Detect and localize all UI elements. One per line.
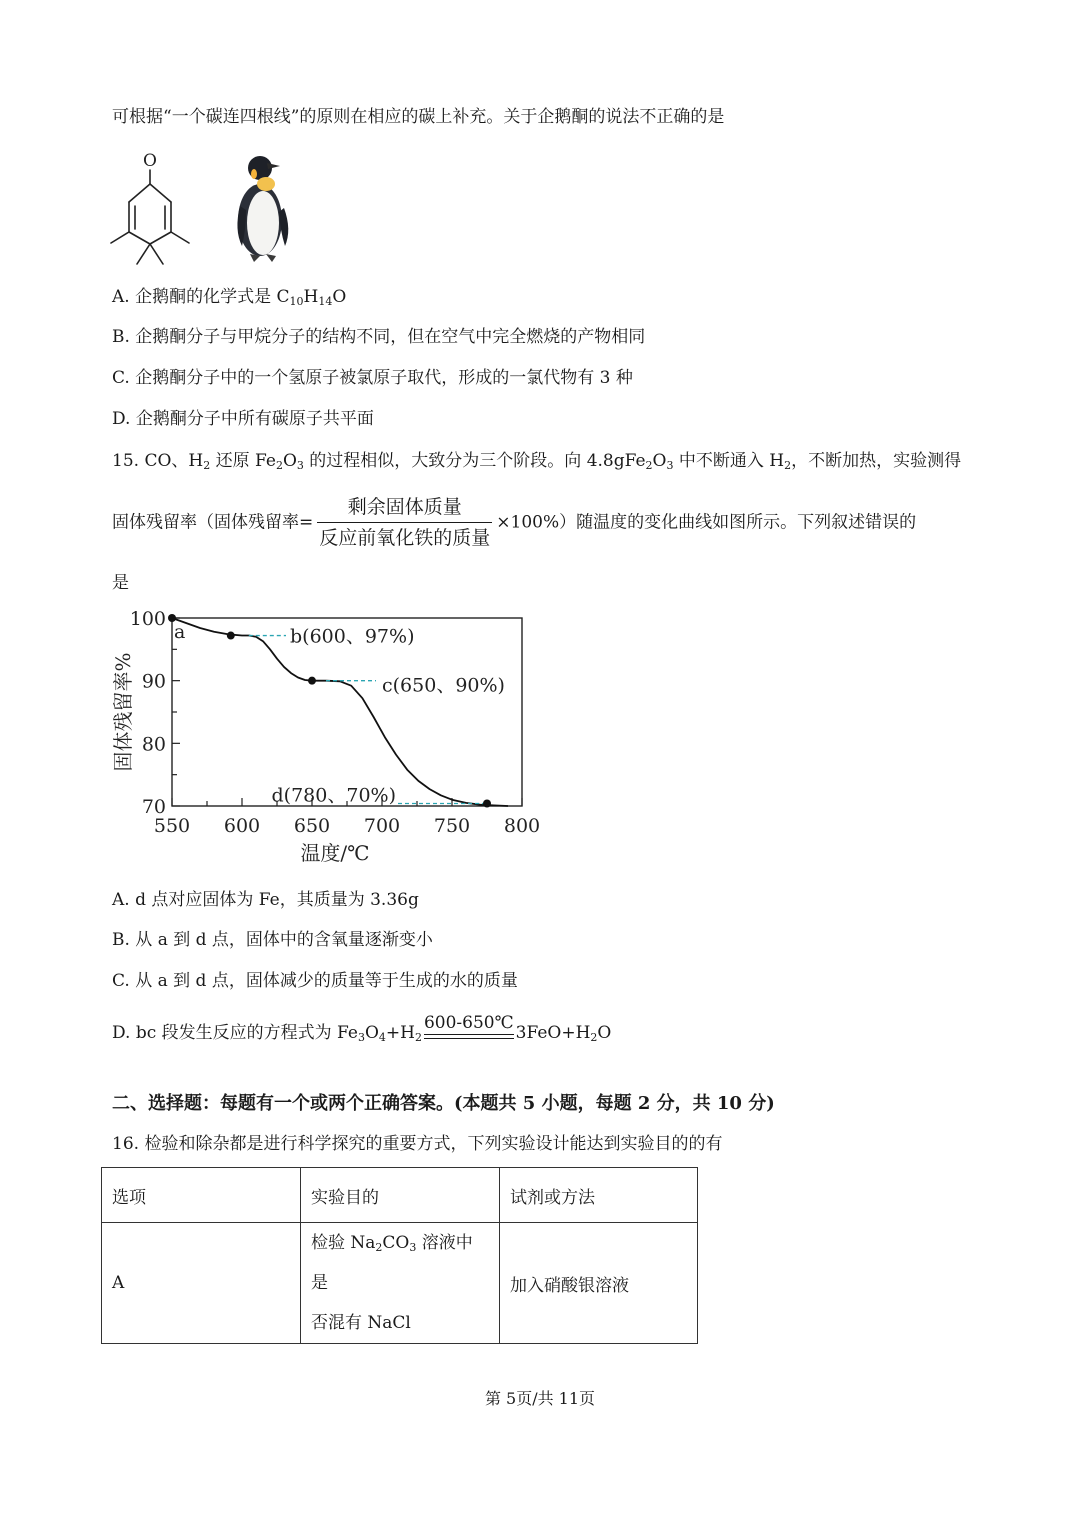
q14-option-a <box>112 286 346 308</box>
x-tick-label: 550 <box>153 815 191 837</box>
double-equals-sign <box>424 1034 514 1039</box>
table-header-cell: 试剂或方法 <box>500 1168 698 1223</box>
data-point <box>308 677 316 685</box>
text: 固体残留率（固体残留率= <box>112 512 314 533</box>
q15-stem-line2 <box>112 492 916 553</box>
subscript: 2 <box>375 1241 383 1254</box>
x-axis-label: 温度/℃ <box>300 841 370 865</box>
subscript: 2 <box>590 1031 598 1044</box>
experiment-table <box>101 1167 698 1344</box>
point-label: a <box>174 621 186 643</box>
table-row <box>102 1223 698 1344</box>
table-cell-purpose <box>301 1223 500 1344</box>
oxygen-label: O <box>143 151 157 171</box>
point-label: b(600、97%) <box>290 625 415 648</box>
text: 15. CO、H <box>112 451 204 471</box>
text: 中不断通入 H <box>673 451 785 471</box>
subscript: 2 <box>784 459 792 472</box>
subscript: 2 <box>275 459 283 472</box>
penguin-illustration <box>228 150 300 266</box>
q15-stem-line1 <box>112 450 961 472</box>
text: +H <box>385 1023 415 1043</box>
text: D. bc 段发生反应的方程式为 Fe <box>112 1023 358 1043</box>
y-axis-label: 固体残留率% <box>111 652 135 772</box>
text: 溶液中是 <box>311 1233 473 1293</box>
penguinone-structure <box>100 148 210 270</box>
text: 的过程相似，大致分为三个阶段。向 4.8gFe <box>303 451 646 471</box>
q14-intro: 可根据“一个碳连四根线”的原则在相应的碳上补充。关于企鹅酮的说法不正确的是 <box>112 107 725 127</box>
subscript: 4 <box>378 1031 386 1044</box>
q14-option-a-text: H <box>303 287 319 307</box>
subscript: 2 <box>203 459 211 472</box>
subscript: 2 <box>645 459 653 472</box>
y-tick-label: 80 <box>141 733 166 756</box>
subscript: 3 <box>409 1241 417 1254</box>
q15-option-b: B. 从 a 到 d 点，固体中的含氧量逐渐变小 <box>112 930 433 950</box>
data-point <box>227 632 235 640</box>
q14-option-b: B. 企鹅酮分子与甲烷分子的结构不同，但在空气中完全燃烧的产物相同 <box>112 327 646 347</box>
text: 3FeO+H <box>515 1023 591 1043</box>
q14-option-d: D. 企鹅酮分子中所有碳原子共平面 <box>112 409 374 429</box>
point-label: c(650、90%) <box>382 674 505 697</box>
table-header-cell: 实验目的 <box>301 1168 500 1223</box>
text: O <box>597 1023 612 1043</box>
q16-stem: 16. 检验和除杂都是进行科学探究的重要方式，下列实验设计能达到实验目的的有 <box>112 1134 723 1154</box>
text: O <box>364 1023 379 1043</box>
reaction-temperature: 600-650℃ <box>423 1013 514 1033</box>
x-tick-label: 700 <box>363 815 401 837</box>
fraction-numerator: 剩余固体质量 <box>317 492 492 523</box>
section-heading: 二、选择题：每题有一个或两个正确答案。(本题共 5 小题，每题 2 分，共 10 分) <box>112 1093 775 1114</box>
y-tick-label: 100 <box>129 608 166 630</box>
x-tick-label: 650 <box>293 815 331 837</box>
subscript: 3 <box>296 459 304 472</box>
text: O <box>652 451 667 471</box>
q15-option-c: C. 从 a 到 d 点，固体减少的质量等于生成的水的质量 <box>112 971 518 991</box>
q15-option-a: A. d 点对应固体为 Fe，其质量为 3.36g <box>112 890 419 910</box>
subscript: 3 <box>357 1031 365 1044</box>
q14-option-a-text: O <box>332 287 347 307</box>
table-header-row <box>102 1168 698 1223</box>
text: CO <box>382 1233 410 1253</box>
text: ，不断加热，实验测得 <box>791 451 962 471</box>
x-tick-label: 600 <box>223 815 261 837</box>
text: O <box>282 451 297 471</box>
subscript: 14 <box>318 295 333 308</box>
residual-rate-fraction <box>317 492 492 553</box>
point-label: d(780、70%) <box>271 784 396 807</box>
table-header-cell: 选项 <box>102 1168 301 1223</box>
y-tick-label: 70 <box>141 796 166 818</box>
text: 还原 Fe <box>210 451 276 471</box>
x-tick-label: 750 <box>433 815 471 837</box>
fraction-denominator: 反应前氧化铁的质量 <box>319 527 491 549</box>
q15-stem-line3: 是 <box>112 573 129 593</box>
data-point <box>483 799 491 807</box>
q15-option-d <box>112 1012 611 1044</box>
q14-option-c: C. 企鹅酮分子中的一个氢原子被氯原子取代，形成的一氯代物有 3 种 <box>112 368 633 388</box>
residual-rate-chart <box>100 598 560 882</box>
subscript: 2 <box>414 1031 422 1044</box>
y-tick-label: 90 <box>141 670 166 693</box>
table-cell-option: A <box>102 1223 301 1344</box>
subscript: 3 <box>666 459 674 472</box>
x-tick-label: 800 <box>503 815 541 837</box>
table-cell-method: 加入硝酸银溶液 <box>500 1223 698 1344</box>
text: ×100%）随温度的变化曲线如图所示。下列叙述错误的 <box>496 512 917 533</box>
text: 否混有 NaCl <box>311 1313 411 1333</box>
reaction-condition <box>424 1012 514 1044</box>
q14-option-a-text: A. 企鹅酮的化学式是 C <box>112 287 290 307</box>
text: 检验 Na <box>311 1233 376 1253</box>
subscript: 10 <box>289 295 304 308</box>
page-footer: 第 5页/共 11页 <box>484 1389 596 1408</box>
